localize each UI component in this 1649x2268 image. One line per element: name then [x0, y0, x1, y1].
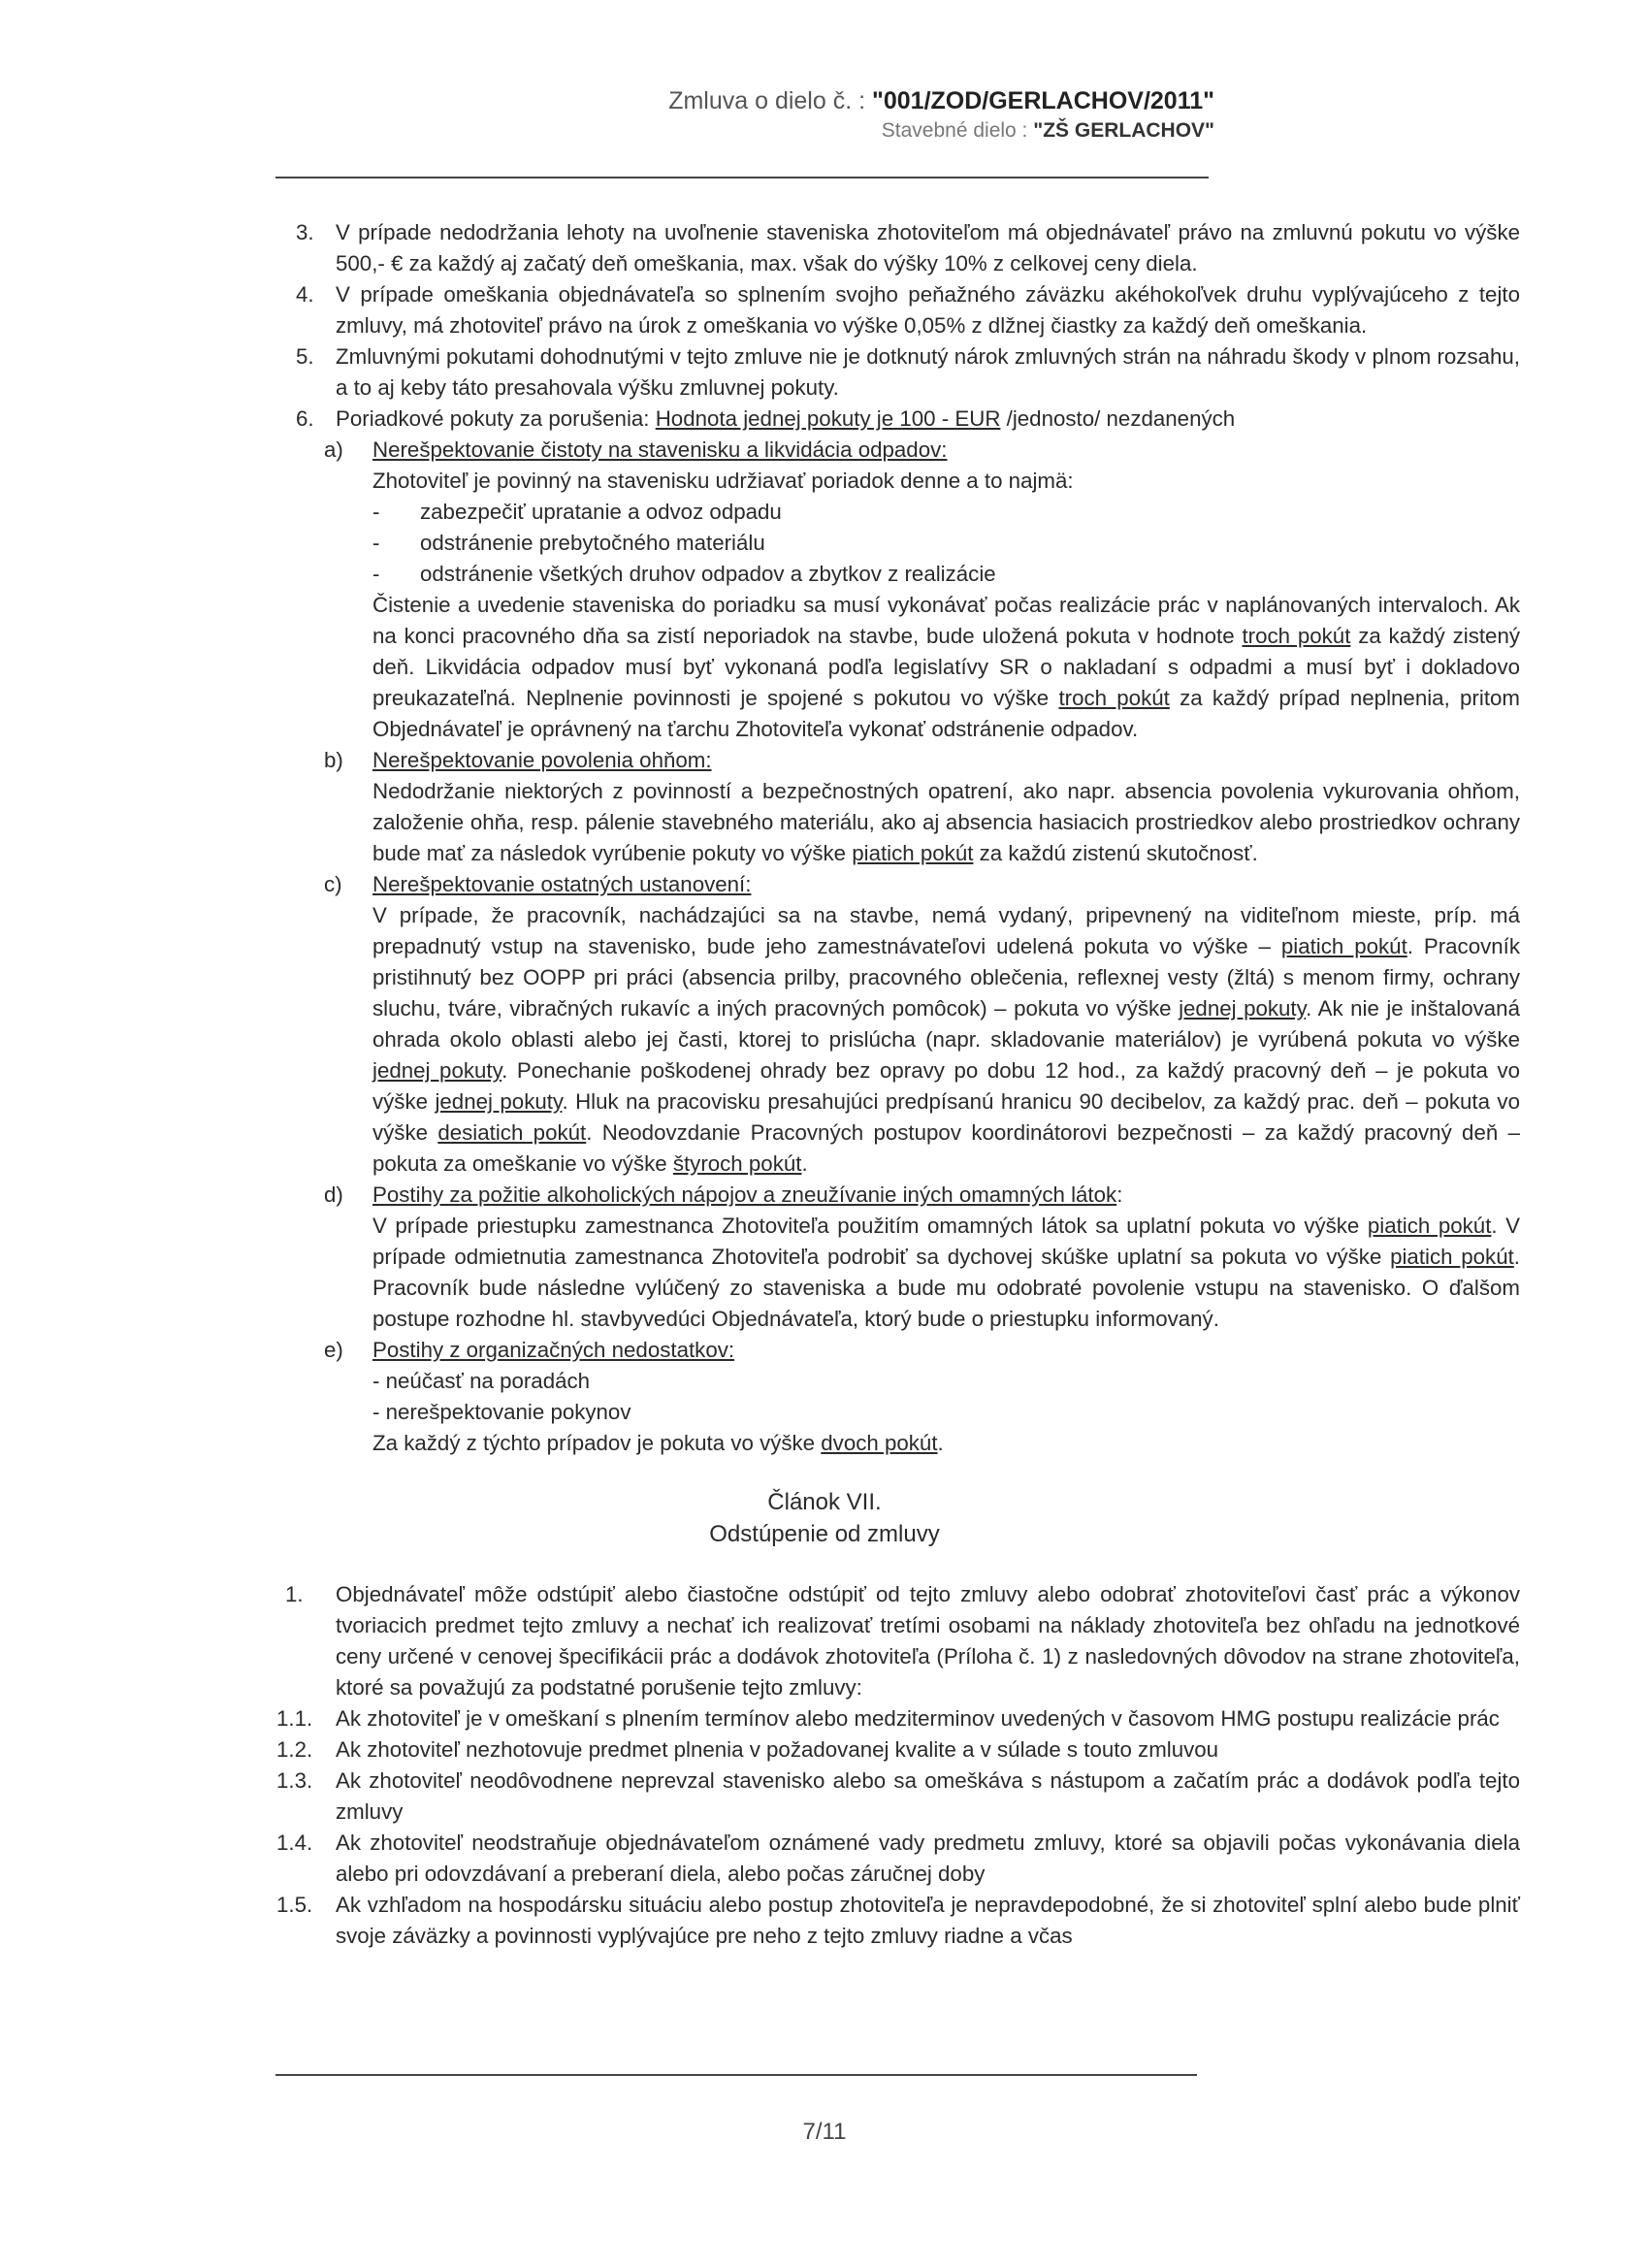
penalty-amount: piatich pokút — [852, 841, 974, 865]
subclause-heading: Nerešpektovanie čistoty na stavenisku a likvidácia odpadov: — [372, 437, 948, 462]
text-run: Za každý z týchto prípadov je pokuta vo výške — [372, 1431, 822, 1455]
article-number: Článok VII. — [767, 1489, 882, 1515]
article-heading — [0, 1486, 1649, 1550]
subclause-label: c) — [324, 872, 342, 896]
clause-number: 5. — [296, 344, 314, 369]
subclause-heading: Postihy z organizačných nedostatkov: — [372, 1338, 735, 1362]
penalty-amount: dvoch pokút — [821, 1431, 938, 1455]
clause-number: 6. — [296, 406, 314, 431]
bullet-text: odstránenie prebytočného materiálu — [420, 531, 765, 555]
clause-text: Ak zhotoviteľ neodôvodnene neprevzal stavenisko alebo sa omeškáva s nástupom a začatím prác a dodávok podľa tejto zmluvy — [336, 1768, 1520, 1824]
penalty-amount: troch pokút — [1058, 686, 1170, 710]
clause-text: Ak zhotoviteľ je v omeškaní s plnením termínov alebo medziterminov uvedených v časovom HMG postupu realizácie prác — [336, 1706, 1500, 1731]
page-number: 7/11 — [802, 2119, 847, 2145]
penalty-amount: jednej pokuty — [372, 1058, 502, 1083]
clause-number: 1.5. — [276, 1893, 313, 1917]
bullet-item: - odstránenie prebytočného materiálu — [372, 531, 765, 555]
clause-text: V prípade nedodržania lehoty na uvoľnenie staveniska zhotoviteľom má objednávateľ právo na zmluvnú pokutu vo výške 500,- € za každý aj začatý deň omeškania, max. však do výšky 10% z celkovej ceny diela. — [336, 220, 1520, 275]
text-run: Nedodržanie niektorých z povinností a bezpečnostných opatrení, ako napr. absencia povolenia vykurovania ohňom, založenie ohňa, resp. pálenie stavebného materiálu, ako aj absencia hasiacich prostriedkov alebo prostriedkov ochrany bude mať za následok vyrúbenie pokuty vo výške — [372, 779, 1520, 865]
clause-number: 1.1. — [276, 1706, 313, 1731]
penalty-lead-tail: /jednosto/ nezdanených — [1000, 406, 1236, 431]
clause-3 — [0, 217, 1520, 279]
clause-5 — [0, 341, 1520, 404]
clause-text: Ak vzhľadom na hospodársku situáciu alebo postup zhotoviteľa je nepravdepodobné, že si zhotoviteľ splní alebo bude plniť svoje záväzky a povinnosti vyplývajúce pre neho z tejto zmluvy riadne a včas — [336, 1893, 1520, 1948]
penalty-amount: troch pokút — [1242, 624, 1351, 648]
clause-number: 3. — [296, 220, 314, 244]
clause-6 — [0, 404, 1520, 435]
subclause-b-heading — [0, 745, 1520, 776]
clause-4 — [0, 279, 1520, 341]
bullet-text: zabezpečiť upratanie a odvoz odpadu — [420, 500, 782, 524]
subclause-d-body — [0, 1211, 1520, 1335]
bullet-item: - odstránenie všetkých druhov odpadov a zbytkov z realizácie — [372, 562, 996, 586]
subclause-e-heading — [0, 1335, 1520, 1366]
contract-number-line — [668, 85, 1214, 117]
penalty-lead: Poriadkové pokuty za porušenia: — [336, 406, 656, 431]
subclause-a-body — [0, 590, 1520, 745]
clause-text: Objednávateľ môže odstúpiť alebo čiastočne odstúpiť od tejto zmluvy alebo odobrať zhotoviteľovi časť prác a výkonov tvoriacich predmet tejto zmluvy a nechať ich realizovať tretími osobami na náklady zhotoviteľa bez ohľadu na jednotkové ceny určené v cenovej špecifikácii prác a dodávok zhotoviteľa (Príloha č. 1) z nasledovných dôvodov na strane zhotoviteľa, ktoré sa považujú za podstatné porušenie tejto zmluvy: — [336, 1582, 1520, 1700]
penalty-amount: piatich pokút — [1367, 1214, 1492, 1238]
text-run: . — [801, 1151, 808, 1176]
penalty-value: Hodnota jednej pokuty je 100 - EUR — [655, 406, 1001, 431]
text-run: . Neodovzdanie Pracovných postupov koordinátorovi bezpečnosti – za každý pracovný deň – pokuta za omeškanie vo výške — [372, 1120, 1520, 1176]
bullet-text: odstránenie všetkých druhov odpadov a zbytkov z realizácie — [420, 562, 996, 586]
subclause-b-body — [0, 776, 1520, 869]
subclause-heading: Nerešpektovanie povolenia ohňom: — [372, 748, 712, 772]
list-line: - neúčasť na poradách — [372, 1369, 591, 1393]
project-prefix: Stavebné dielo : — [881, 118, 1034, 142]
text-run: . Pracovník bude následne vylúčený zo staveniska a bude mu odobraté povolenie vstupu na stavenisko. O ďalšom postupe rozhodne hl. stavbyvedúci Objednávateľa, ktorý bude o priestupku informovaný. — [372, 1245, 1520, 1331]
penalty-amount: jednej pokuty — [1179, 996, 1307, 1021]
subclause-a-heading — [0, 435, 1520, 466]
footer-divider — [275, 2074, 1197, 2076]
article-clause-1-5 — [0, 1890, 1520, 1952]
penalty-amount: desiatich pokút — [437, 1120, 587, 1145]
subclause-label: d) — [324, 1183, 343, 1207]
header-divider — [275, 177, 1209, 178]
article-title: Odstúpenie od zmluvy — [709, 1521, 940, 1547]
list-line: - nerešpektovanie pokynov — [372, 1400, 631, 1424]
subclause-a-intro: Zhotoviteľ je povinný na stavenisku udržiavať poriadok denne a to najmä: — [372, 469, 1074, 493]
subclause-heading: Nerešpektovanie ostatných ustanovení: — [372, 872, 752, 896]
article-clause-1-1 — [0, 1703, 1520, 1734]
bullet-item: - zabezpečiť upratanie a odvoz odpadu — [372, 500, 782, 524]
text-run: : — [1116, 1183, 1123, 1207]
penalty-amount: piatich pokút — [1280, 934, 1407, 958]
subclause-d-heading — [0, 1180, 1520, 1211]
subclause-label: e) — [324, 1338, 343, 1362]
text-run: . Ponechanie poškodenej ohrady bez opravy po dobu 12 hod., za každý pracovný deň – je pokuta vo výške — [372, 1058, 1520, 1114]
penalty-amount: jednej pokuty — [435, 1089, 563, 1114]
text-run: . V prípade odmietnutia zamestnanca Zhotoviteľa podrobiť sa dychovej skúške uplatní sa pokuta vo výške — [372, 1214, 1520, 1269]
text-run: . — [937, 1431, 944, 1455]
article-clause-1-2 — [0, 1734, 1520, 1766]
document-header — [668, 85, 1214, 144]
page-content — [0, 217, 1649, 1952]
clause-number: 1.4. — [276, 1831, 313, 1855]
penalty-amount: piatich pokút — [1390, 1245, 1514, 1269]
subclause-label: a) — [324, 437, 343, 462]
text-run: Čistenie a uvedenie staveniska do poriadku sa musí vykonávať počas realizácie prác v naplánovaných intervaloch. Ak na konci pracovného dňa sa zistí neporiadok na stavbe, bude uložená pokuta v hodnote — [372, 593, 1520, 648]
project-name: "ZŠ GERLACHOV" — [1033, 118, 1214, 142]
text-run: . Ak nie je inštalovaná ohrada okolo oblasti alebo jej časti, ktorej to prislúcha (napr. skladovanie materiálov) je vyrúbená pokuta vo výške — [372, 996, 1520, 1052]
clause-number: 1.2. — [276, 1737, 313, 1762]
project-line — [668, 117, 1214, 144]
clause-text: Zmluvnými pokutami dohodnutými v tejto zmluve nie je dotknutý nárok zmluvných strán na náhradu škody v plnom rozsahu, a to aj keby táto presahovala výšku zmluvnej pokuty. — [336, 344, 1520, 400]
clause-number: 1.3. — [276, 1768, 313, 1793]
subclause-e-body — [0, 1428, 1649, 1459]
contract-prefix: Zmluva o dielo č. : — [668, 87, 872, 114]
article-clause-1 — [0, 1579, 1520, 1703]
penalty-amount: štyroch pokút — [672, 1151, 802, 1176]
clause-text: V prípade omeškania objednávateľa so splnením svojho peňažného záväzku akéhokoľvek druhu vyplývajúceho z tejto zmluvy, má zhotoviteľ právo na úrok z omeškania vo výške 0,05% z dlžnej čiastky za každý deň omeškania. — [336, 282, 1520, 338]
subclause-c-heading — [0, 869, 1520, 900]
contract-number: "001/ZOD/GERLACHOV/2011" — [872, 87, 1214, 114]
subclause-heading: Postihy za požitie alkoholických nápojov a zneužívanie iných omamných látok — [372, 1183, 1117, 1207]
text-run: . Pracovník pristihnutý bez OOPP pri práci (absencia prilby, pracovného oblečenia, reflexnej vesty (žltá) s menom firmy, ochrany sluchu, tváre, vibračných rukavíc a iných pracovných pomôcok) – pokuta vo výške — [372, 934, 1521, 1021]
text-run: za každý zistený deň. Likvidácia odpadov musí byť vykonaná podľa legislatívy SR o nakladaní s odpadmi a musí byť i dokladovo preukazateľná. Neplnenie povinnosti je spojené s pokutou vo výške — [372, 624, 1520, 710]
text-run: V prípade priestupku zamestnanca Zhotoviteľa použitím omamných látok sa uplatní pokuta vo výške — [372, 1214, 1368, 1238]
clause-number: 4. — [296, 282, 314, 307]
text-run: . Hluk na pracovisku presahujúci predpísanú hranicu 90 decibelov, za každý prac. deň – pokuta vo výške — [372, 1089, 1520, 1145]
text-run: za každý prípad neplnenia, pritom Objednávateľ je oprávnený na ťarchu Zhotoviteľa vykonať odstránenie odpadov. — [372, 686, 1520, 741]
article-clause-1-3 — [0, 1766, 1520, 1828]
text-run: V prípade, že pracovník, nachádzajúci sa na stavbe, nemá vydaný, pripevnený na viditeľnom mieste, príp. má prepadnutý vstup na stavenisko, bude jeho zamestnávateľovi udelená pokuta vo výške – — [372, 903, 1520, 958]
clause-text: Ak zhotoviteľ neodstraňuje objednávateľom oznámené vady predmetu zmluvy, ktoré sa objavili počas vykonávania diela alebo pri odovzdávaní a preberaní diela, alebo počas záručnej doby — [336, 1831, 1520, 1886]
subclause-label: b) — [324, 748, 343, 772]
clause-text: Ak zhotoviteľ nezhotovuje predmet plnenia v požadovanej kvalite a v súlade s touto zmluvou — [336, 1737, 1219, 1762]
text-run: za každú zistenú skutočnosť. — [973, 841, 1258, 865]
clause-number: 1. — [285, 1582, 304, 1606]
article-clause-1-4 — [0, 1828, 1520, 1890]
subclause-c-body — [0, 900, 1520, 1180]
